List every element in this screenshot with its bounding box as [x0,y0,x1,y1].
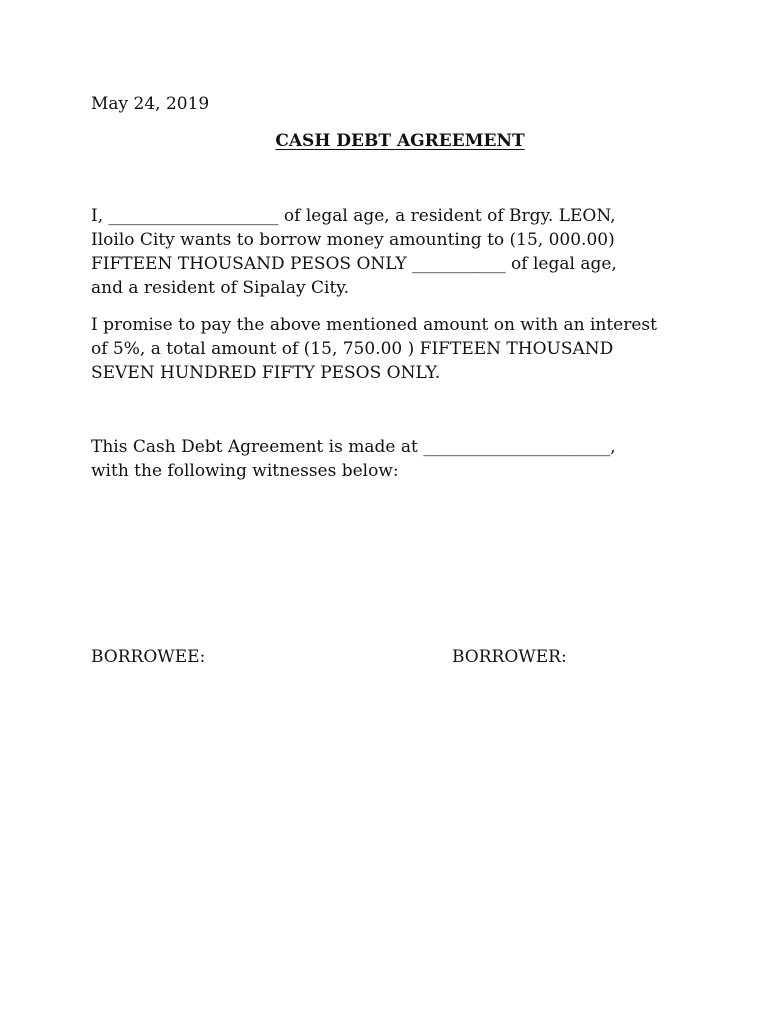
paragraph-line: with the following witnesses below: [91,461,399,481]
paragraph-agreement-location [91,435,616,483]
paragraph-payment-promise [91,313,657,385]
paragraph-line: and a resident of Sipalay City. [91,278,350,298]
paragraph-line: This Cash Debt Agreement is made at ______________________, [91,437,616,457]
paragraph-line: I, ____________________ of legal age, a resident of Brgy. LEON, [91,206,616,226]
borrower-label: BORROWER: [452,647,567,667]
paragraph-line: of 5%, a total amount of (15, 750.00 ) FIFTEEN THOUSAND [91,339,614,359]
paragraph-line: Iloilo City wants to borrow money amounting to (15, 000.00) [91,230,615,250]
document-date: May 24, 2019 [91,94,210,114]
borrowee-label: BORROWEE: [91,647,206,667]
paragraph-line: I promise to pay the above mentioned amount on with an interest [91,315,657,335]
paragraph-line: FIFTEEN THOUSAND PESOS ONLY ___________ of legal age, [91,254,617,274]
paragraph-line: SEVEN HUNDRED FIFTY PESOS ONLY. [91,363,441,383]
document-title: CASH DEBT AGREEMENT [275,131,525,151]
paragraph-borrower-details [91,204,617,300]
